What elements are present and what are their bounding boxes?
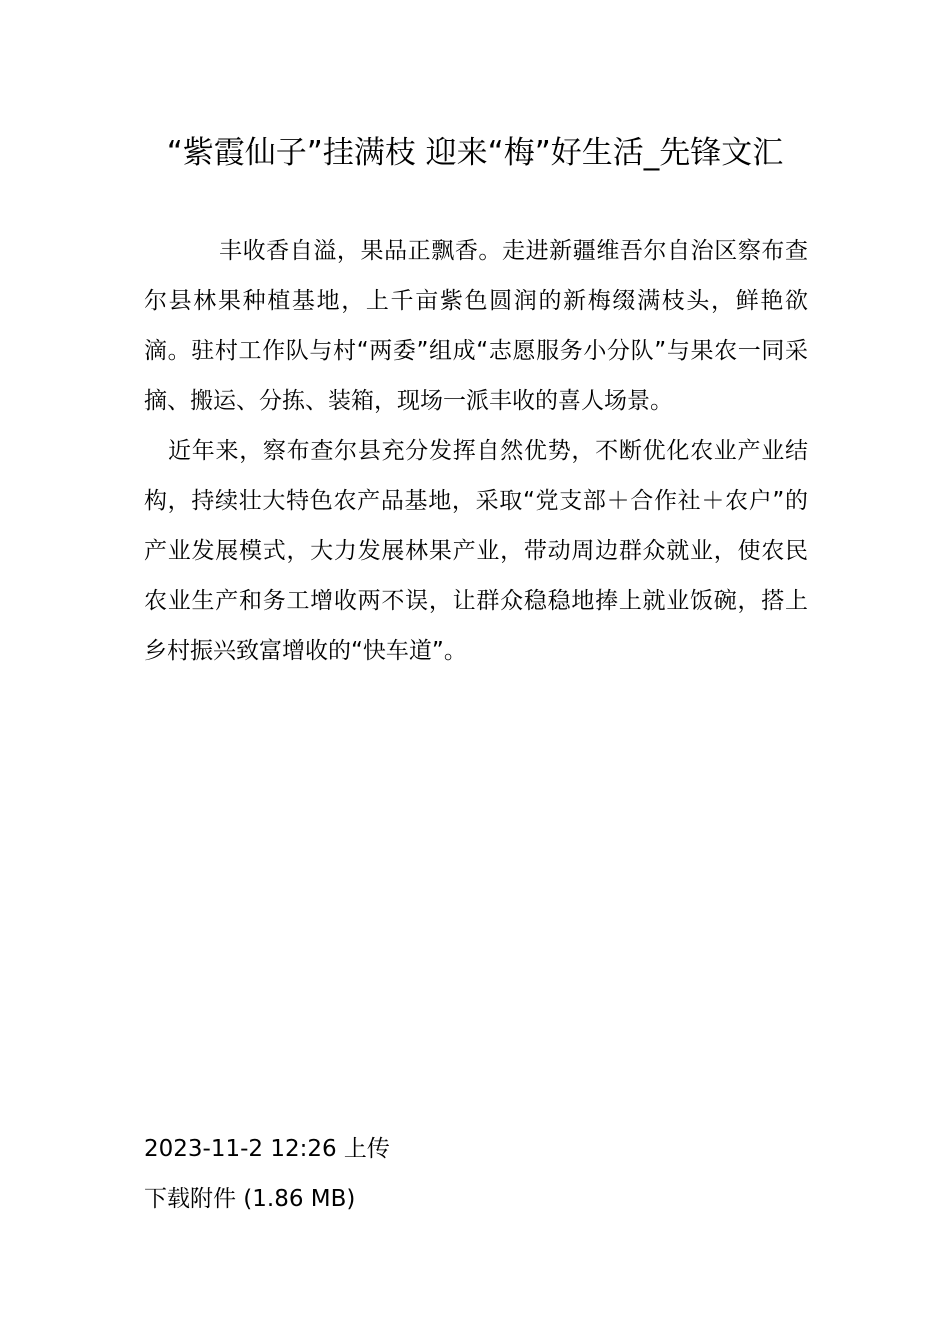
upload-timestamp: 2023-11-2 12:26 上传 (144, 1136, 390, 1162)
article-body (144, 226, 808, 676)
download-attachment-line (144, 1174, 804, 1224)
attachment-meta (144, 1124, 804, 1224)
article-paragraph-2: 近年来，察布查尔县充分发挥自然优势，不断优化农业产业结构，持续壮大特色农产品基地，采取“党支部＋合作社＋农户”的产业发展模式，大力发展林果产业，带动周边群众就业，使农民农业生产和务工增收两不误，让群众稳稳地捧上就业饭碗，搭上乡村振兴致富增收的“快车道”。 (144, 438, 808, 664)
article-paragraph-1: 丰收香自溢，果品正飘香。走进新疆维吾尔自治区察布查尔县林果种植基地，上千亩紫色圆润的新梅缀满枝头，鲜艳欲滴。驻村工作队与村“两委”组成“志愿服务小分队”与果农一同采摘、搬运、分拣、装箱，现场一派丰收的喜人场景。 (144, 238, 808, 414)
article-title: “紫霞仙子”挂满枝 迎来“梅”好生活_先锋文汇 (166, 135, 784, 171)
download-attachment-link[interactable]: 下载附件 (1.86 MB) (144, 1186, 356, 1212)
